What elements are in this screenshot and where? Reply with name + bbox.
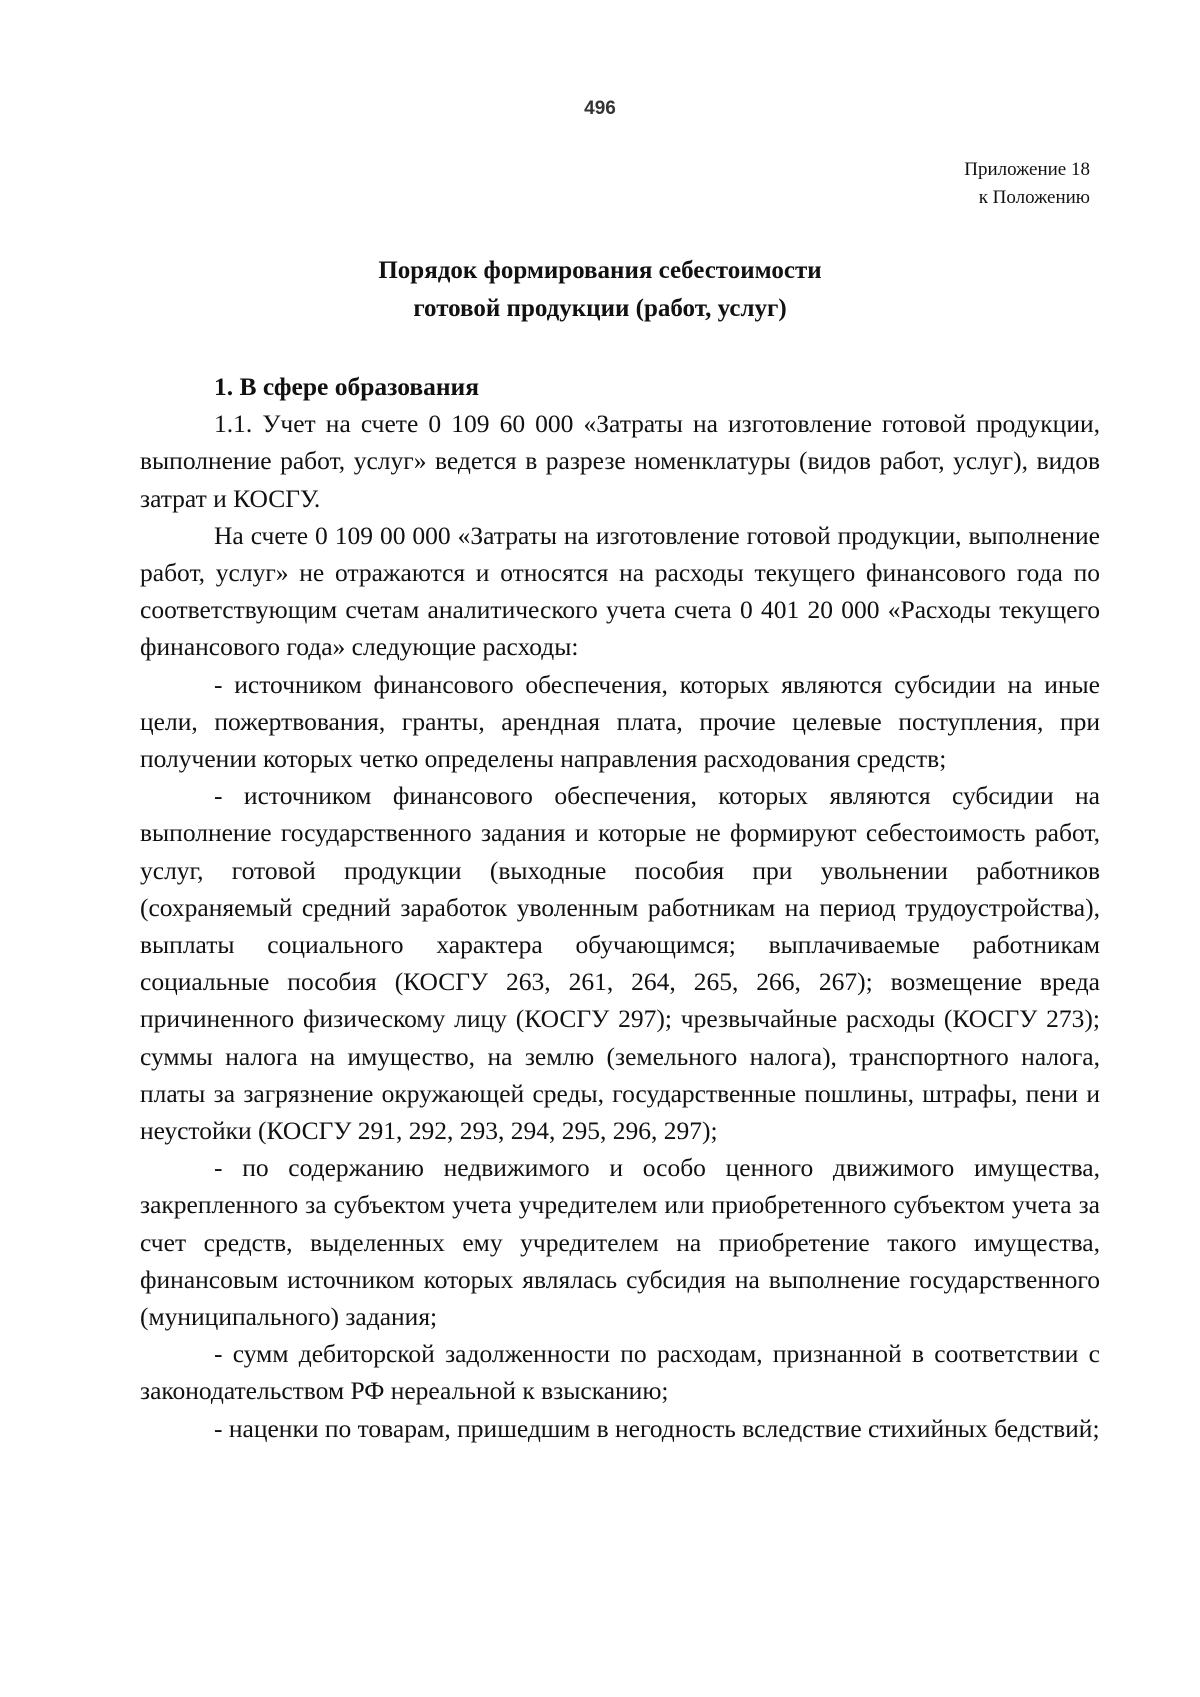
paragraph: На счете 0 109 00 000 «Затраты на изготовление готовой продукции, выполнение работ, услуг» не отражаются и относятся на расходы текущего финансового года по соответствующим счетам аналитического учета счета 0 401 20 000 «Расходы текущего финансового года» следующие расходы: [140,520,1100,662]
document-title [0,252,1200,328]
appendix-note [964,156,1090,212]
document-body [140,368,1100,1447]
appendix-line-2: к Положению [978,187,1090,208]
title-line-2: готовой продукции (работ, услуг) [413,295,787,322]
page-number: 496 [584,98,616,119]
section-heading: 1. В сфере образования [214,372,480,401]
list-item: - сумм дебиторской задолженности по расходам, признанной в соответствии с законодательством РФ нереальной к взысканию; [140,1339,1100,1406]
list-item: - источником финансового обеспечения, которых являются субсидии на выполнение государственного задания и которые не формируют себестоимость работ, услуг, готовой продукции (выходные пособия при увольнении работников (сохраняемый средний заработок уволенным работникам на период трудоустройства), выплаты социального характера обучающимся; выплачиваемые работникам социальные пособия (КОСГУ 263, 261, 264, 265, 266, 267); возмещение вреда причиненного физическому лицу (КОСГУ 297); чрезвычайные расходы (КОСГУ 273); суммы налога на имущество, на землю (земельного налога), транспортного налога, платы за загрязнение окружающей среды, государственные пошлины, штрафы, пени и неустойки (КОСГУ 291, 292, 293, 294, 295, 296, 297); [140,781,1100,1146]
title-line-1: Порядок формирования себестоимости [378,257,822,284]
list-item: - по содержанию недвижимого и особо ценного движимого имущества, закрепленного за субъектом учета учредителем или приобретенного субъектом учета за счет средств, выделенных ему учредителем на приобретение такого имущества, финансовым источником которых являлась субсидия на выполнение государственного (муниципального) задания; [140,1153,1100,1332]
appendix-line-1: Приложение 18 [964,159,1090,180]
paragraph: 1.1. Учет на счете 0 109 60 000 «Затраты на изготовление готовой продукции, выполнение работ, услуг» ведется в разрезе номенклатуры (видов работ, услуг), видов затрат и КОСГУ. [140,409,1100,513]
list-item: - источником финансового обеспечения, которых являются субсидии на иные цели, пожертвования, гранты, арендная плата, прочие целевые поступления, при получении которых четко определены направления расходования средств; [140,669,1100,774]
list-item: - наценки по товарам, пришедшим в негодность вследствие стихийных бедствий; [214,1413,1100,1443]
